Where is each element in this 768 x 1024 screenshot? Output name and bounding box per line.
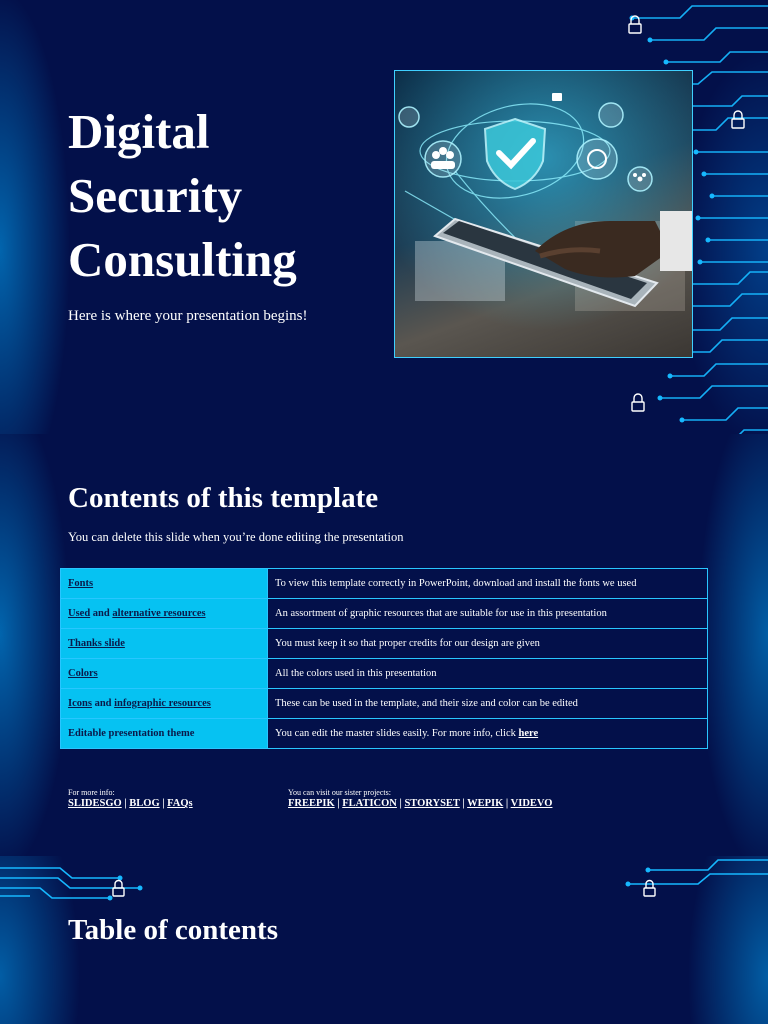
flaticon-link[interactable]: FLATICON [342,798,397,809]
title-line-3: Consulting [68,232,297,287]
row-description: These can be used in the template, and their size and color can be edited [268,689,708,719]
faqs-link[interactable]: FAQs [167,798,193,809]
table-row [61,629,708,659]
table-of-contents-title: Table of contents [68,914,278,946]
table-row [61,659,708,689]
contents-title: Contents of this template [68,482,379,514]
title-line-1: Digital [68,104,210,159]
blog-link[interactable]: BLOG [129,798,160,809]
table-row [61,599,708,629]
icons-link[interactable]: Icons [68,698,92,709]
table-row [61,569,708,599]
row-label [61,689,268,719]
row-label [61,569,268,599]
infographic-resources-link[interactable]: infographic resources [114,698,211,709]
slide-contents-template [0,434,768,856]
sister-projects-links: FREEPIK | FLATICON | STORYSET | WEPIK | VIDEVO [288,798,553,809]
thanks-slide-link[interactable]: Thanks slide [68,638,125,649]
presentation-title [68,100,368,292]
row-label: Editable presentation theme [61,719,268,749]
row-label [61,599,268,629]
row-label [61,659,268,689]
fonts-link[interactable]: Fonts [68,578,94,589]
contents-table [60,568,708,749]
sister-projects-block [288,788,552,809]
row-description-text: You can edit the master slides easily. For more info, click [275,728,519,739]
row-description: To view this template correctly in PowerPoint, download and install the fonts we used [268,569,708,599]
more-info-label: For more info: [68,788,115,797]
table-row [61,689,708,719]
more-info-links: SLIDESGO | BLOG | FAQs [68,798,193,809]
sister-projects-label: You can visit our sister projects: [288,788,391,797]
row-description: You must keep it so that proper credits for our design are given [268,629,708,659]
row-label-text: and [90,608,113,619]
row-description: An assortment of graphic resources that are suitable for use in this presentation [268,599,708,629]
circuit-pattern-left [0,856,150,916]
alternative-resources-link[interactable]: alternative resources [112,608,206,619]
row-description [268,719,708,749]
slidesgo-link[interactable]: SLIDESGO [68,798,122,809]
here-link[interactable]: here [518,728,539,739]
row-label-text: and [91,698,115,709]
table-row [61,719,708,749]
used-link[interactable]: Used [68,608,91,619]
row-label [61,629,268,659]
presentation-subtitle: Here is where your presentation begins! [68,308,308,324]
videvo-link[interactable]: VIDEVO [510,798,553,809]
wepik-link[interactable]: WEPIK [467,798,504,809]
contents-subtitle: You can delete this slide when you’re done editing the presentation [68,530,404,544]
circuit-pattern-right [618,856,768,902]
slide-table-of-contents [0,856,768,1024]
slide-title [0,0,768,434]
security-tablet-photo [394,70,693,358]
freepik-link[interactable]: FREEPIK [288,798,335,809]
title-line-2: Security [68,168,243,223]
colors-link[interactable]: Colors [68,668,98,679]
more-info-block [68,788,193,809]
storyset-link[interactable]: STORYSET [404,798,460,809]
row-description: All the colors used in this presentation [268,659,708,689]
